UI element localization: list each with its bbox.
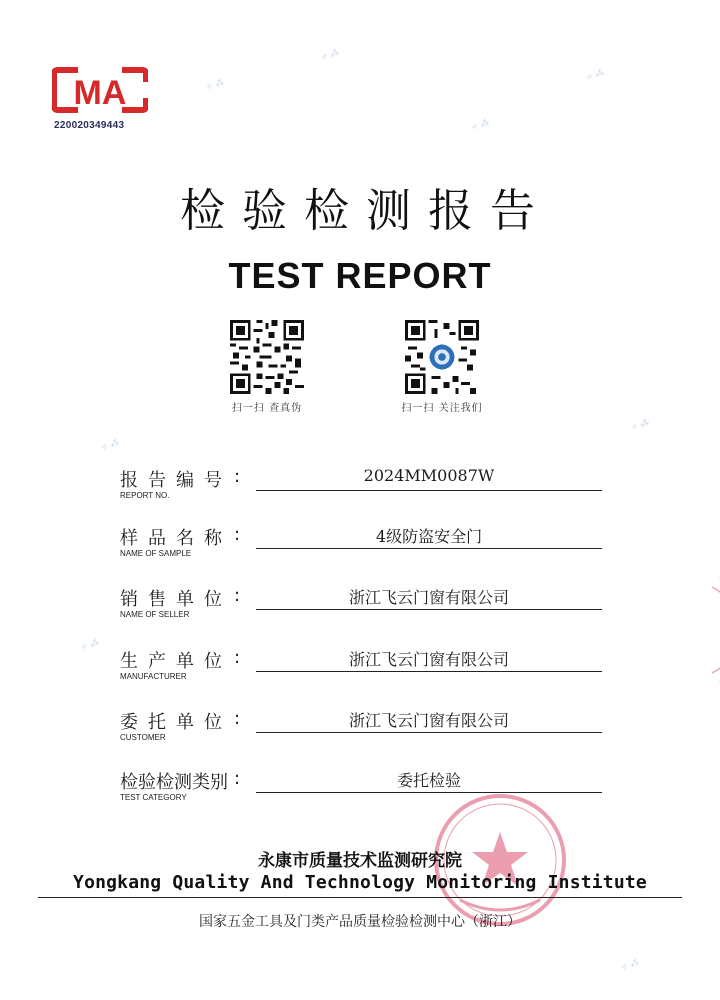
edge-seal-stamp-icon	[690, 575, 720, 685]
institute-name-en: Yongkang Quality And Technology Monitoring Institute	[73, 872, 647, 893]
field-label-en: MANUFACTURER	[120, 672, 187, 681]
watermark: ✧ ⁂	[618, 957, 641, 973]
field-label-cn: 样品名称	[120, 528, 232, 549]
field-label-cn: 报告编号	[120, 470, 232, 491]
watermark: ✧ ⁂	[203, 77, 226, 93]
qr-caption-follow: 扫一扫 关注我们	[401, 403, 483, 414]
field-value: 浙江飞云门窗有限公司	[348, 650, 509, 669]
field-label-cn: 销售单位	[120, 589, 232, 610]
field-sample-name	[120, 524, 610, 568]
watermark: ✧ ⁂	[78, 637, 101, 653]
watermark: ✧ ⁂	[468, 117, 491, 133]
field-colon: :	[234, 647, 241, 668]
field-seller	[120, 585, 610, 629]
cma-mark: MA	[73, 74, 127, 112]
field-value: 4级防盗安全门	[375, 527, 483, 546]
field-underline	[256, 548, 602, 549]
field-colon: :	[234, 585, 241, 606]
field-underline	[256, 609, 602, 610]
field-label-en: NAME OF SAMPLE	[120, 549, 192, 558]
watermark: ✧ ⁂	[318, 47, 341, 63]
institute-subtitle-cn: 国家五金工具及门类产品质量检验检测中心（浙江）	[199, 914, 521, 930]
institute-divider	[38, 897, 682, 898]
institute-name-cn: 永康市质量技术监测研究院	[258, 851, 462, 871]
qr-caption-verify: 扫一扫 查真伪	[231, 403, 303, 414]
report-title-en: TEST REPORT	[228, 255, 492, 296]
field-value: 浙江飞云门窗有限公司	[348, 588, 509, 607]
field-value: 2024MM0087W	[363, 466, 495, 485]
field-label-en: CUSTOMER	[120, 733, 166, 742]
field-label-en: NAME OF SELLER	[120, 610, 190, 619]
field-colon: :	[234, 768, 241, 789]
field-underline	[256, 671, 602, 672]
field-label-en: TEST CATEGORY	[120, 793, 187, 802]
field-value: 浙江飞云门窗有限公司	[348, 711, 509, 730]
cma-logo-icon	[52, 66, 148, 114]
field-colon: :	[234, 708, 241, 729]
field-manufacturer	[120, 647, 610, 691]
report-title-cn: 检验检测报告	[179, 184, 552, 237]
watermark: ✧ ⁂	[583, 67, 606, 83]
field-label-en: REPORT NO.	[120, 491, 170, 500]
watermark: ✧ ⁂	[98, 437, 121, 453]
cma-number: 220020349443	[54, 120, 125, 131]
field-label-cn: 检验检测类别	[120, 772, 228, 793]
qr-code-follow-icon[interactable]	[405, 320, 479, 394]
qr-code-verify-icon[interactable]	[230, 320, 304, 394]
field-label-cn: 委托单位	[120, 712, 232, 733]
field-label-cn: 生产单位	[120, 651, 232, 672]
field-underline	[256, 732, 602, 733]
field-report-no	[120, 466, 610, 510]
field-value: 委托检验	[396, 771, 461, 790]
watermark: ✧ ⁂	[628, 417, 651, 433]
field-underline	[256, 490, 602, 491]
field-customer	[120, 708, 610, 752]
field-colon: :	[234, 524, 241, 545]
field-colon: :	[234, 466, 241, 487]
